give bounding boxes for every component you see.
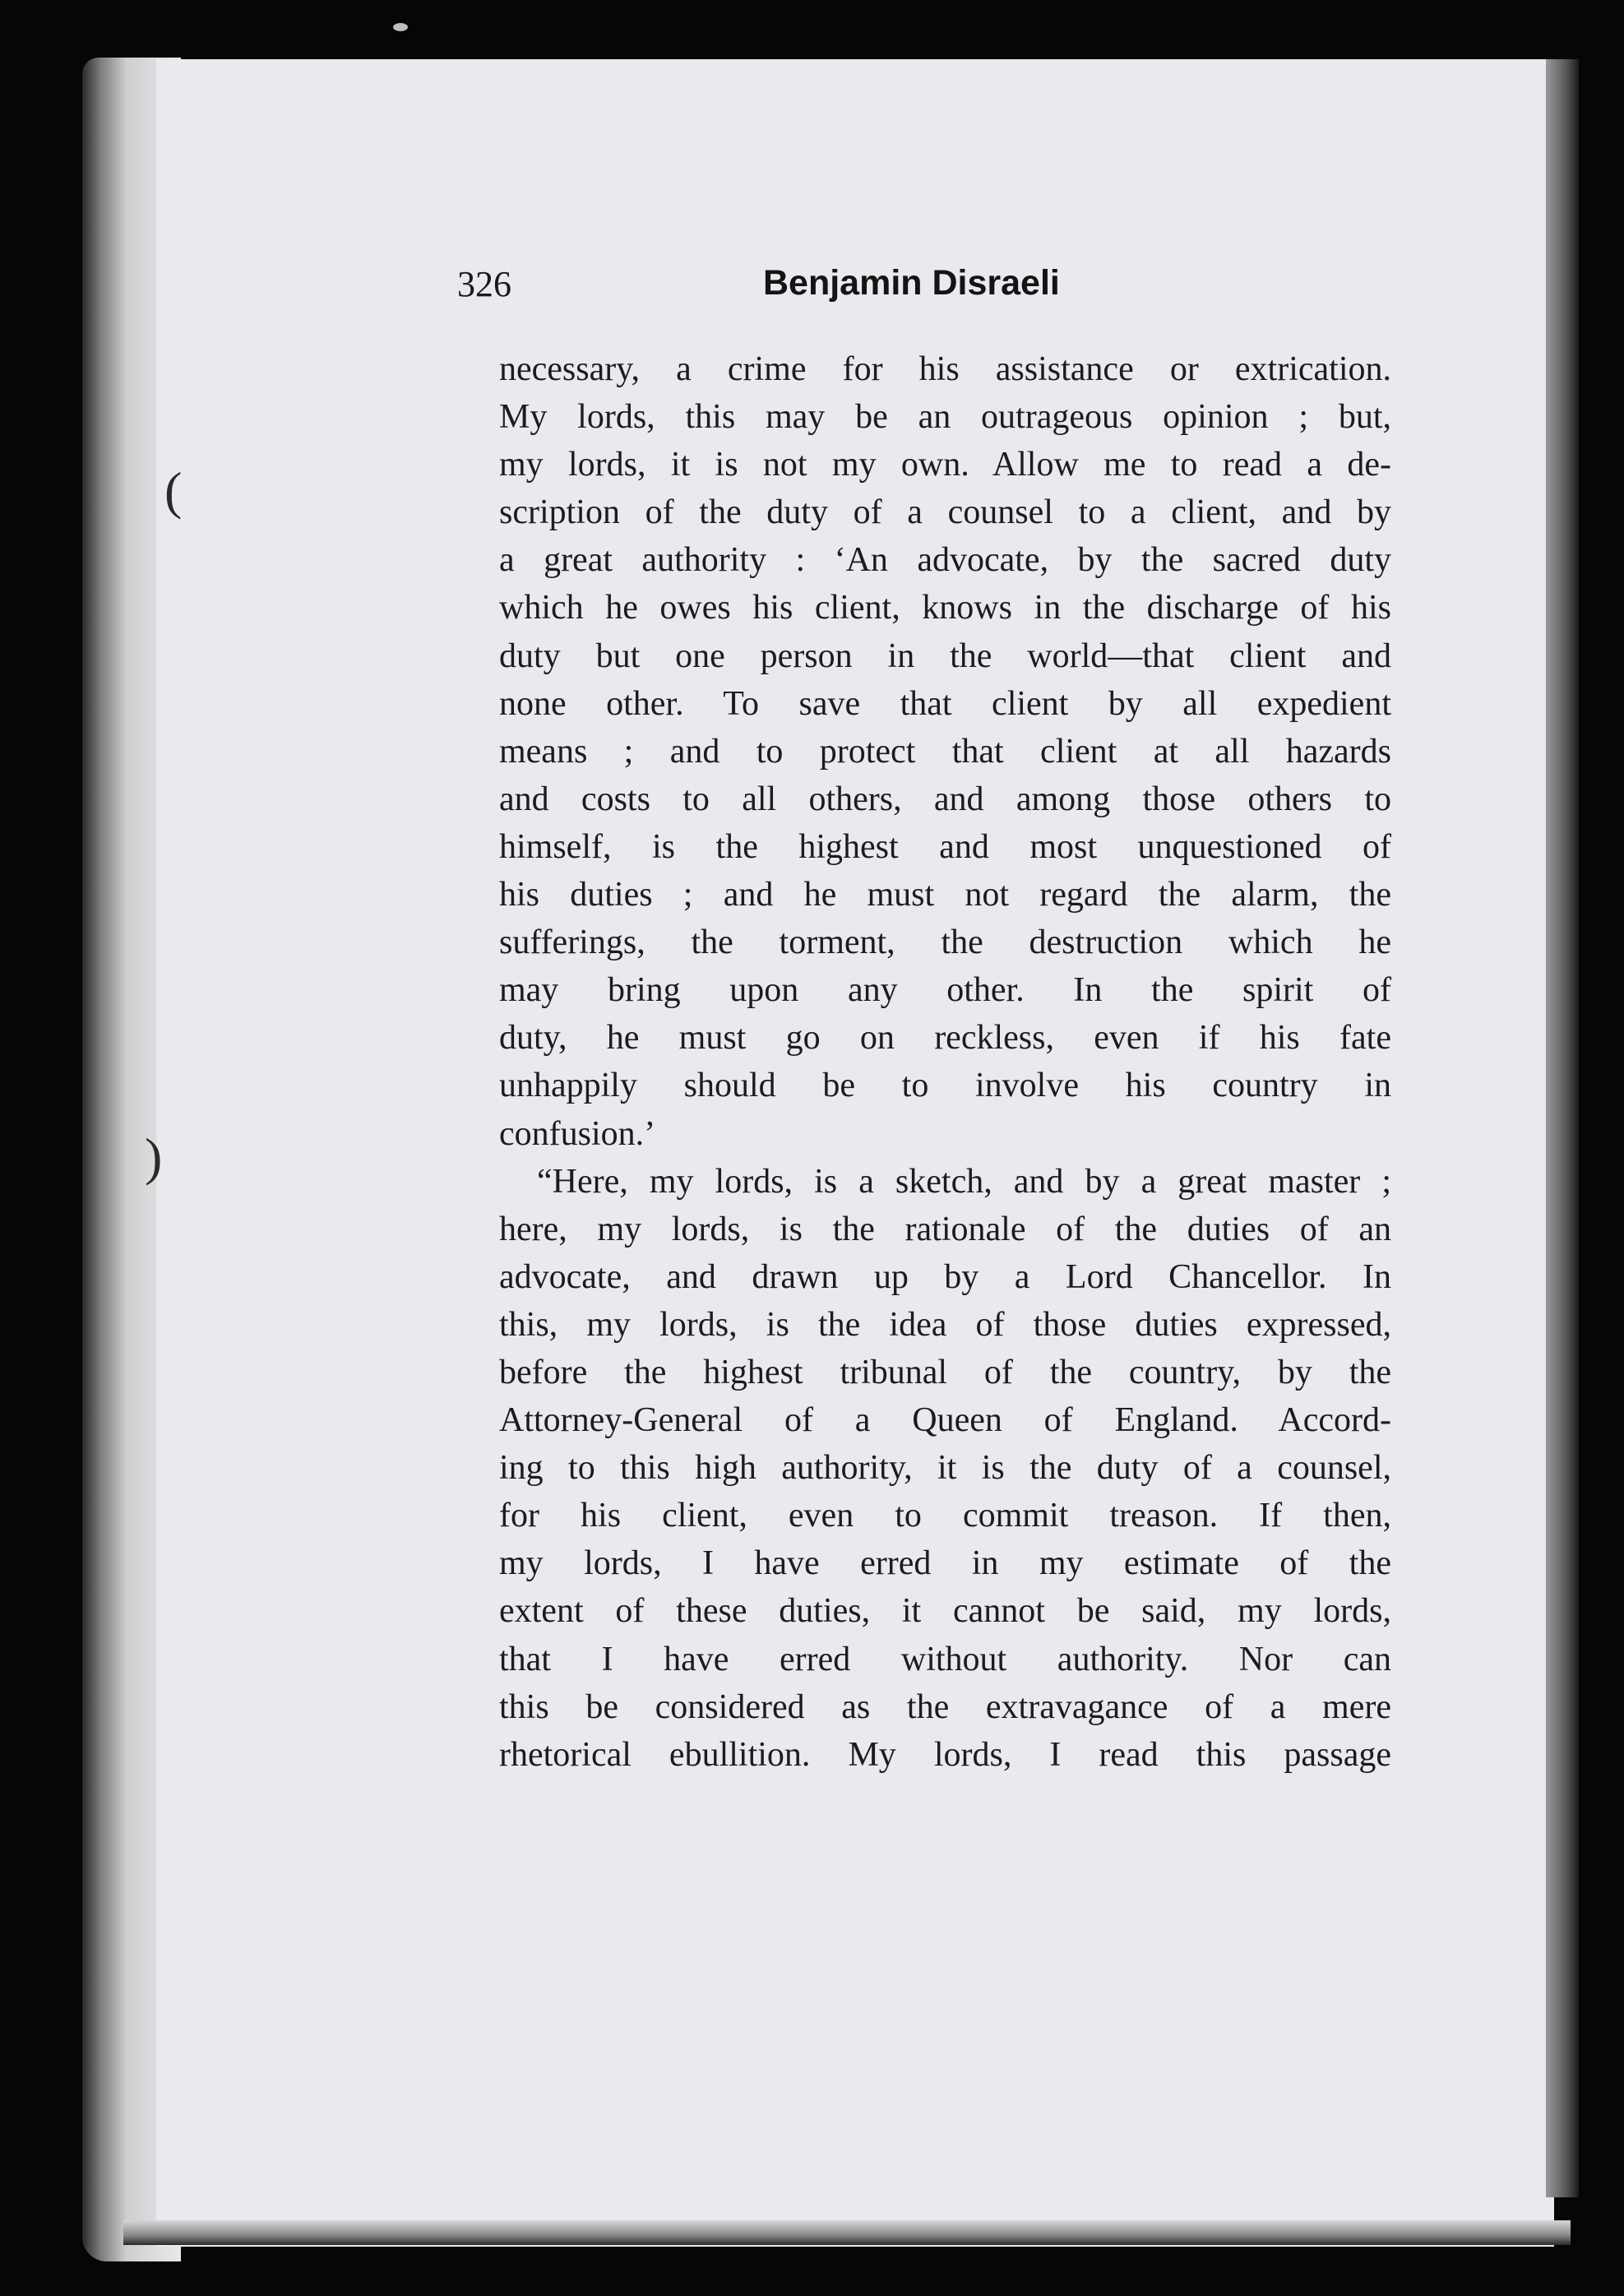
text-line: ing to this high authority, it is the duty of a counsel, [499, 1449, 1391, 1488]
text-line: that I have erred without authority. Nor can [499, 1640, 1391, 1678]
text-line: none other. To save that client by all expedient [499, 684, 1391, 723]
text-line: before the highest tribunal of the country, by the [499, 1353, 1391, 1391]
text-line: necessary, a crime for his assistance or extrication. [499, 350, 1391, 388]
text-line: which he owes his client, knows in the discharge of his [499, 589, 1391, 627]
text-line: “Here, my lords, is a sketch, and by a great master ; [537, 1162, 1391, 1201]
text-line: My lords, this may be an outrageous opinion ; but, [499, 398, 1391, 437]
text-line: my lords, I have erred in my estimate of the [499, 1544, 1391, 1583]
text-line: himself, is the highest and most unquestioned of [499, 827, 1391, 866]
scan-artifact [393, 23, 408, 31]
margin-bracket-mark: ) [145, 1127, 163, 1186]
text-line: unhappily should be to involve his country in [499, 1067, 1391, 1105]
text-line: this, my lords, is the idea of those duties expressed, [499, 1305, 1391, 1344]
text-line: here, my lords, is the rationale of the duties of an [499, 1210, 1391, 1248]
text-line: extent of these duties, it cannot be said, my lords, [499, 1592, 1391, 1631]
text-line: my lords, it is not my own. Allow me to read a de- [499, 446, 1391, 484]
text-line: for his client, even to commit treason. If then, [499, 1497, 1391, 1535]
text-line: duty, he must go on reckless, even if his fate [499, 1019, 1391, 1058]
text-line: Attorney-General of a Queen of England. Accord- [499, 1401, 1391, 1440]
text-line: duty but one person in the world—that client and [499, 636, 1391, 675]
text-line: rhetorical ebullition. My lords, I read this passage [499, 1735, 1391, 1774]
running-head: Benjamin Disraeli [763, 263, 1060, 303]
text-line: his duties ; and he must not regard the alarm, the [499, 876, 1391, 914]
text-line: scription of the duty of a counsel to a client, and by [499, 493, 1391, 532]
page-right-shadow [1546, 59, 1579, 2197]
text-line: this be considered as the extravagance of a mere [499, 1687, 1391, 1726]
page-bottom-edge [123, 2220, 1571, 2245]
text-line: sufferings, the torment, the destruction which he [499, 923, 1391, 962]
text-line: a great authority : ‘An advocate, by the sacred duty [499, 541, 1391, 580]
text-line: may bring upon any other. In the spirit of [499, 971, 1391, 1010]
text-line: confusion.’ [499, 1114, 656, 1153]
text-line: and costs to all others, and among those others to [499, 780, 1391, 818]
body-text [499, 345, 1391, 1779]
page-number: 326 [457, 264, 511, 304]
text-line: means ; and to protect that client at all hazards [499, 732, 1391, 771]
text-line: advocate, and drawn up by a Lord Chancellor. In [499, 1257, 1391, 1296]
margin-bracket-mark: ( [164, 461, 183, 520]
